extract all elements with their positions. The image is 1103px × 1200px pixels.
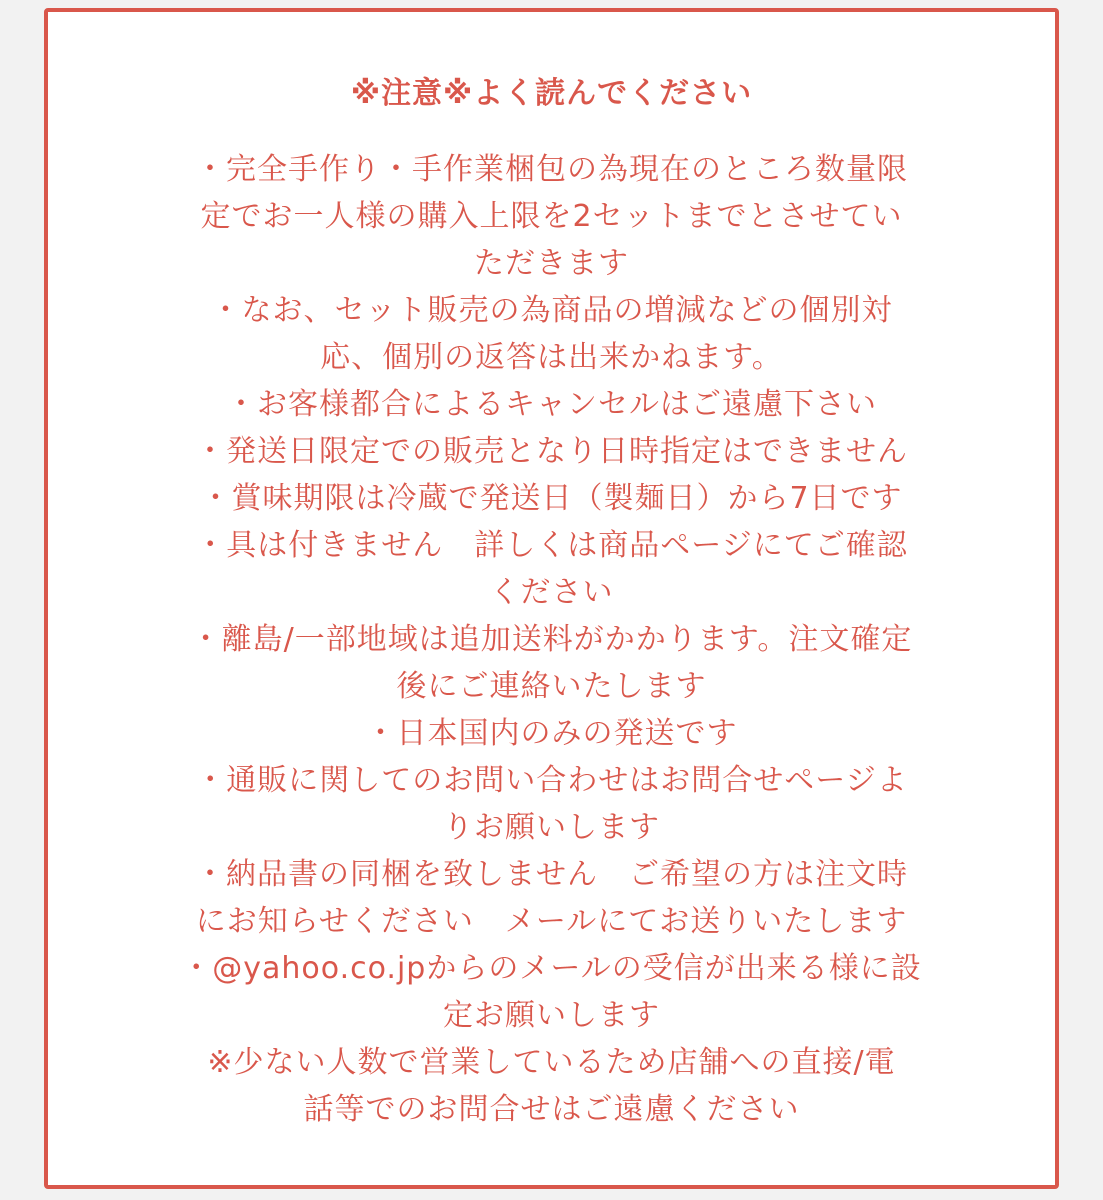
notice-line: ・完全手作り・手作業梱包の為現在のところ数量限 xyxy=(195,152,908,187)
notice-body xyxy=(94,146,1009,1133)
notice-line: 話等でのお問合せはご遠慮ください xyxy=(303,1092,800,1127)
notice-line: ・賞味期限は冷蔵で発送日（製麺日）から7日です xyxy=(200,481,903,516)
notice-line: ・日本国内のみの発送です xyxy=(365,716,738,751)
notice-line: ください xyxy=(489,575,614,610)
notice-line: りお願いします xyxy=(443,810,660,845)
notice-line: ・お客様都合によるキャンセルはご遠慮下さい xyxy=(226,387,877,422)
notice-line: ・通販に関してのお問い合わせはお問合せページよ xyxy=(195,763,908,798)
notice-line: ・発送日限定での販売となり日時指定はできません xyxy=(195,434,908,469)
notice-line: 応、個別の返答は出来かねます。 xyxy=(320,340,783,375)
notice-line: ・離島/一部地域は追加送料がかかります。注文確定 xyxy=(190,622,913,657)
notice-line: 定でお一人様の購入上限を2セットまでとさせてい xyxy=(200,199,903,234)
notice-line: ・@yahoo.co.jpからのメールの受信が出来る様に設 xyxy=(181,951,922,986)
notice-line: ・なお、セット販売の為商品の増減などの個別対 xyxy=(210,293,893,328)
notice-line: 後にご連絡いたします xyxy=(396,669,707,704)
notice-line: ※少ない人数で営業しているため店舗への直接/電 xyxy=(207,1045,896,1080)
notice-line: ・具は付きません 詳しくは商品ページにてご確認 xyxy=(195,528,908,563)
notice-line: 定お願いします xyxy=(443,998,660,1033)
notice-line: にお知らせください メールにてお送りいたします xyxy=(195,904,908,939)
notice-title: ※注意※よく読んでください xyxy=(350,76,753,111)
notice-line: ただきます xyxy=(474,246,629,281)
notice-box xyxy=(44,8,1059,1189)
notice-line: ・納品書の同梱を致しません ご希望の方は注文時 xyxy=(195,857,908,892)
